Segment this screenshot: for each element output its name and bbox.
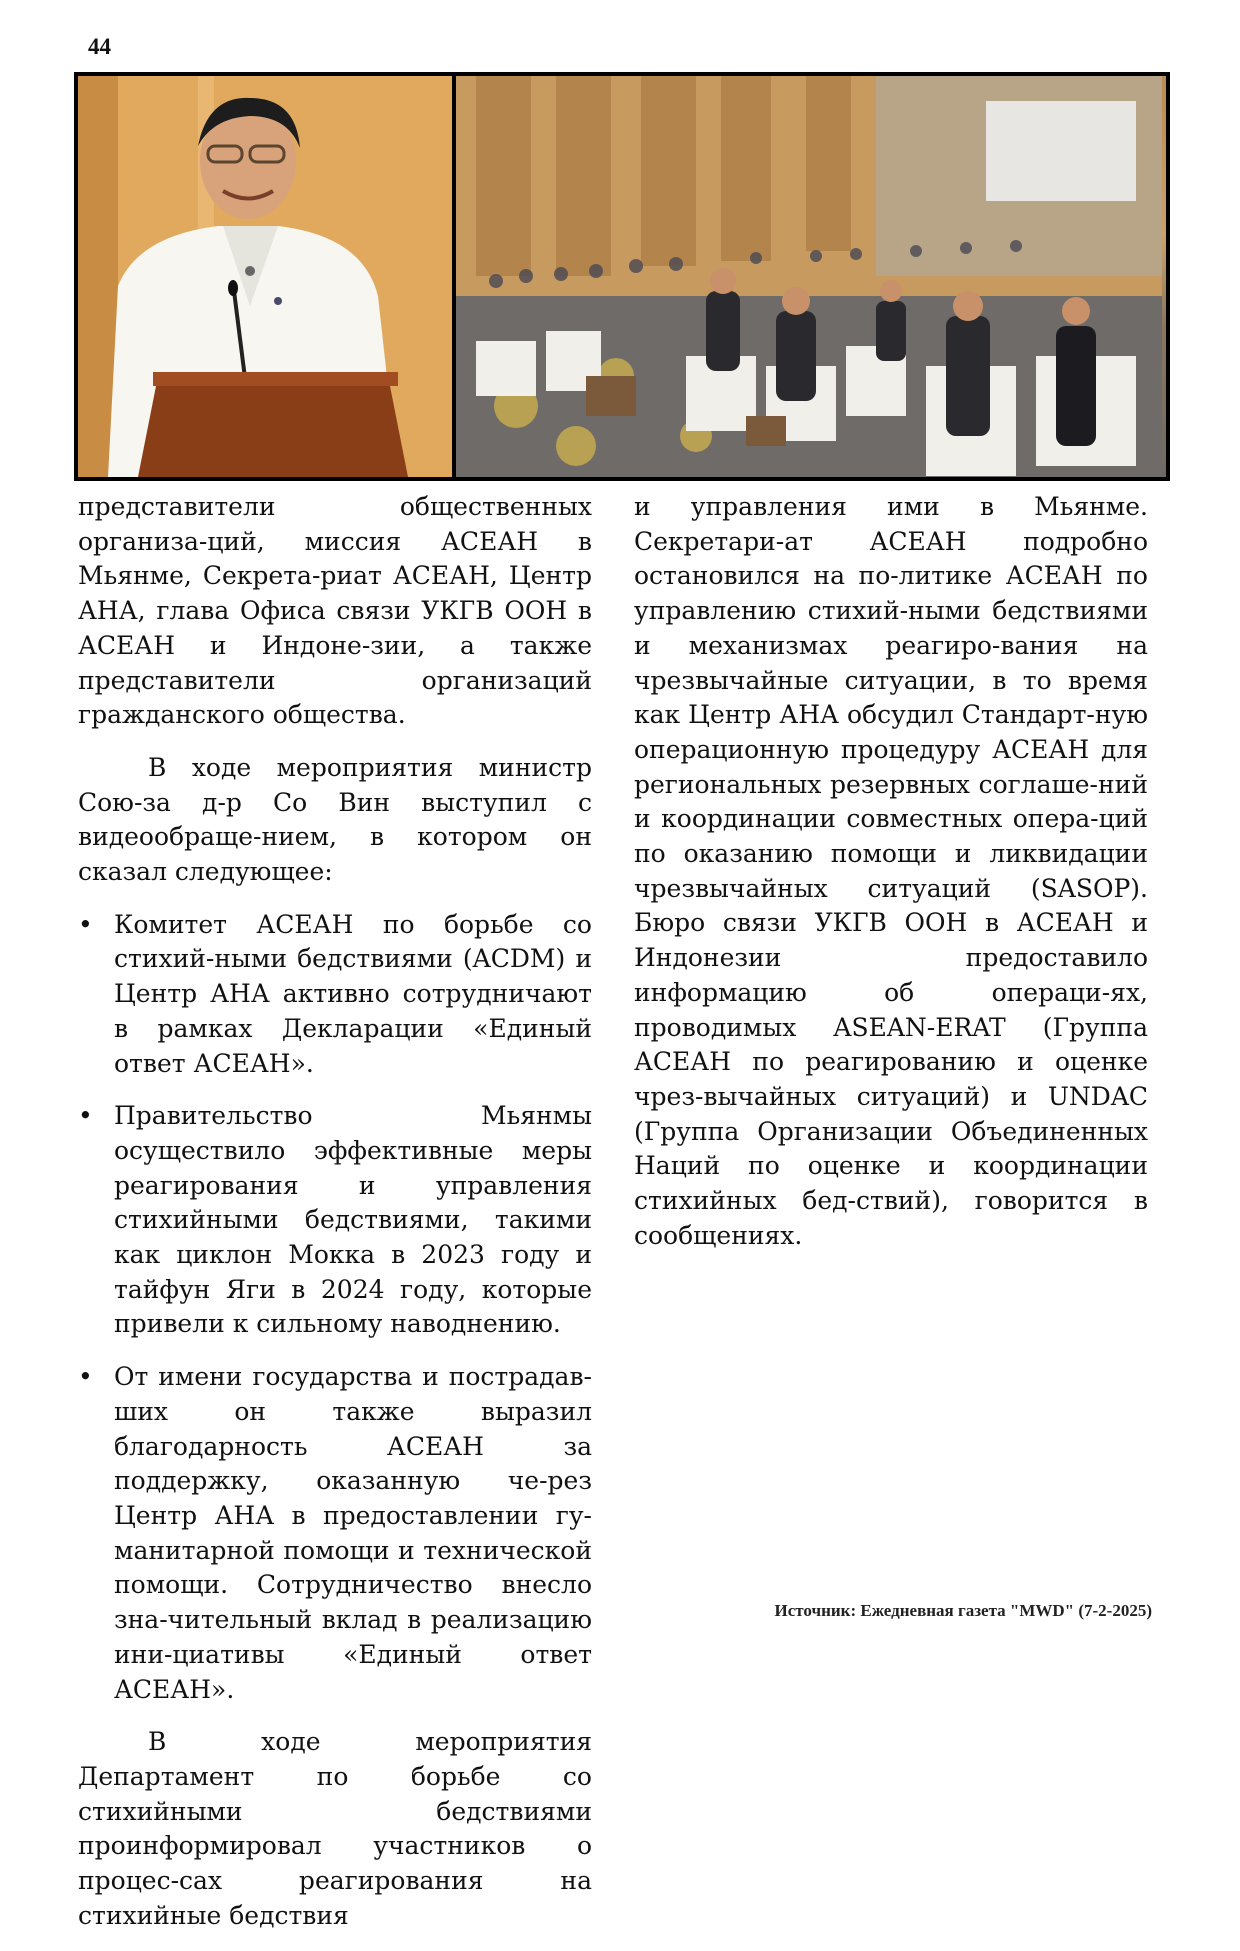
left-column (78, 490, 592, 1951)
page-number: 44 (88, 34, 111, 59)
list-item (78, 908, 592, 1082)
audience-photo (456, 76, 1166, 477)
source-citation: Источник: Ежедневная газета "MWD" (7-2-2025) (774, 1601, 1152, 1620)
article-body (0, 490, 1240, 1930)
paragraph: представители общественных организа-ций, миссия АСЕАН в Мьянме, Секрета-риат АСЕАН, Центр АНА, глава Офиса связи УКГВ ООН в АСЕАН и Индоне-зии, а также представители организаций гражданского общества. (78, 492, 592, 730)
list-item-text: Правительство Мьянмы осуществило эффективные меры реагирования и управления стихийными бедствиями, такими как циклон Мокка в 2023 году и тайфун Яги в 2024 году, которые привели к сильному наводнению. (114, 1101, 592, 1339)
list-item (78, 1360, 592, 1707)
bullet-icon: • (78, 1101, 93, 1131)
paragraph: В ходе мероприятия министр Сою-за д-р Со Вин выступил с видеообраще-нием, в котором он сказал следующее: (78, 752, 592, 887)
bullet-icon: • (78, 909, 93, 939)
bullet-list (78, 908, 592, 1707)
right-column (634, 490, 1148, 1271)
list-item-text: От имени государства и пострадав-ших он также выразил благодарность АСЕАН за поддержку, оказанную че-рез Центр АНА в предоставлении гу-манитарной помощи и технической помощи. Сотрудничество внесло зна-чительный вклад в реализацию ини-циативы «Единый ответ АСЕАН». (114, 1362, 592, 1704)
news-photo (74, 72, 1170, 481)
paragraph: В ходе мероприятия Департамент по борьбе со стихийными бедствиями проинформировал участников о процес-сах реагирования на стихийные бедствия (78, 1727, 592, 1930)
list-item-text: Комитет АСЕАН по борьбе со стихий-ными бедствиями (ACDM) и Центр АНА активно сотрудничают в рамках Декларации «Единый ответ АСЕАН». (114, 909, 592, 1078)
speaker-photo (78, 76, 452, 477)
list-item (78, 1099, 592, 1342)
paragraph: и управления ими в Мьянме. Секретари-ат АСЕАН подробно остановился на по-литике АСЕАН по управлению стихий-ными бедствиями и механизмах реагиро-вания на чрезвычайные ситуации, в то время как Центр АНА обсудил Стандарт-ную операционную процедуру АСЕАН для региональных резервных соглаше-ний и координации совместных опера-ций по оказанию помощи и ликвидации чрезвычайных ситуаций (SASOP). Бюро связи УКГВ ООН в АСЕАН и Индонезии предоставило информацию об операци-ях, проводимых ASEAN-ERAT (Группа АСЕАН по реагированию и оценке чрез-вычайных ситуаций) и UNDAC (Группа Организации Объединенных Наций по оценке и координации стихийных бед-ствий), говорится в сообщениях. (634, 492, 1148, 1250)
bullet-icon: • (78, 1362, 93, 1392)
